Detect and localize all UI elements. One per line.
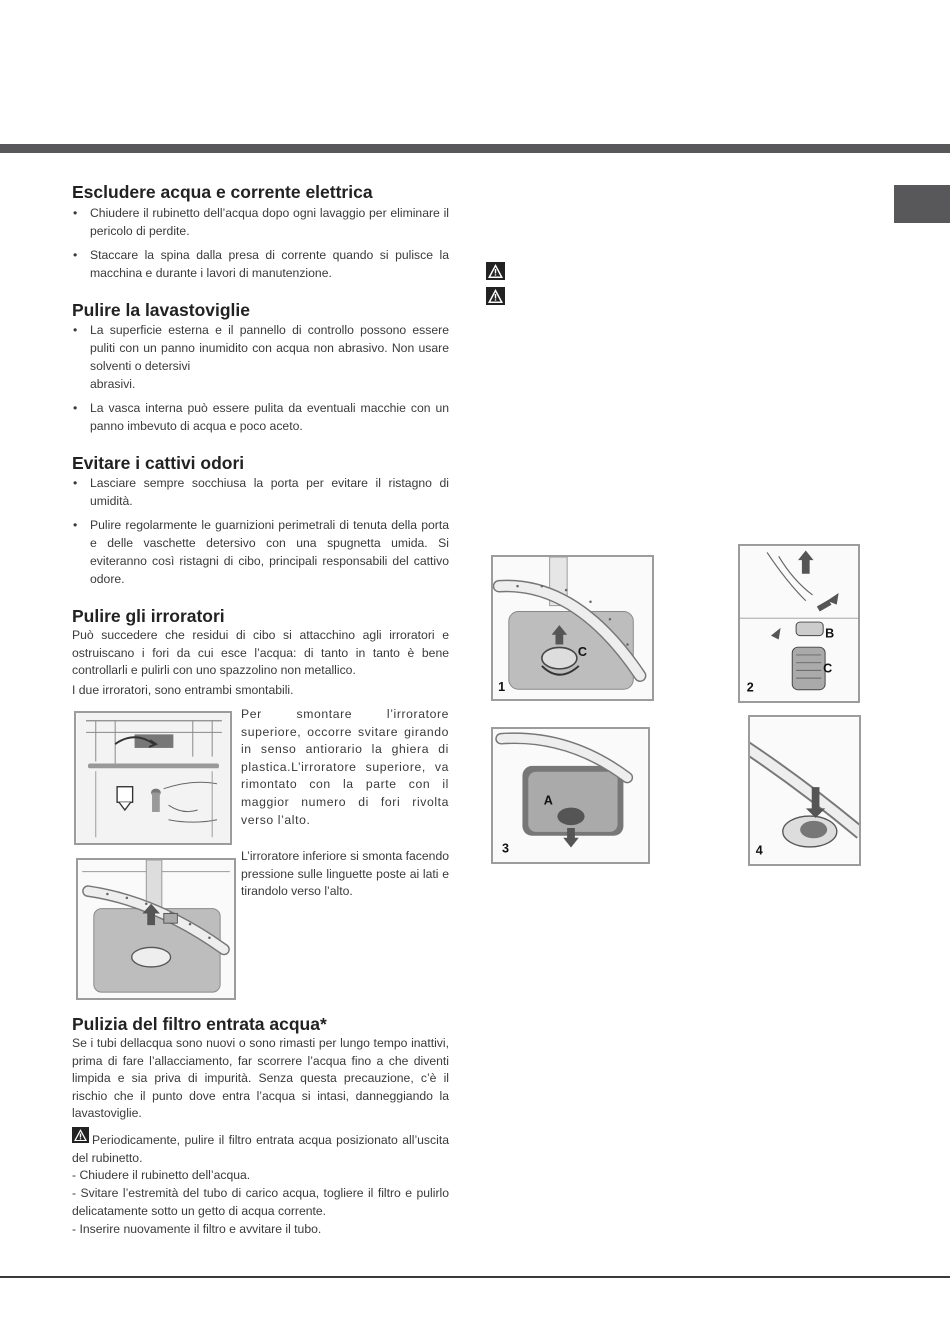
figure-label: B [825, 626, 835, 641]
paragraph-warning: Periodicamente, pulire il filtro entrata acqua posizionato all’uscita del rubinetto. [72, 1133, 449, 1165]
figure-number: 3 [502, 841, 510, 856]
paragraph-lower-sprayer: L’irroratore inferiore si smonta facendo pressione sulle linguette poste ai lati e tirandolo verso l’alto. [241, 849, 449, 899]
step-2: - Svitare l’estremità del tubo di carico acqua, togliere il filtro e pulirlo delicatamente sotto un getto di acqua corrente. [72, 1186, 449, 1218]
top-bar [0, 144, 950, 153]
heading-pulire-lavastoviglie: Pulire la lavastoviglie [72, 300, 250, 320]
figure-label: C [823, 661, 833, 676]
figure-label: C [577, 645, 587, 660]
warning-triangle-icon [486, 262, 505, 280]
list-item: • Lasciare sempre socchiusa la porta per evitare il ristagno di umidità. [72, 474, 449, 510]
filter-figure-1 [491, 555, 654, 701]
filter-figure-4 [748, 715, 861, 866]
heading-escludere: Escludere acqua e corrente elettrica [72, 182, 373, 202]
list-item: • La vasca interna può essere pulita da eventuali macchie con un panno imbevuto di acqua e poco aceto. [72, 399, 449, 435]
bottom-rule [0, 1276, 950, 1278]
figure-number: 4 [755, 843, 763, 858]
lower-sprayer-figure [76, 858, 236, 1000]
paragraph: I due irroratori, sono entrambi smontabili. [72, 683, 294, 697]
figure-label: A [543, 793, 553, 808]
upper-sprayer-figure [74, 711, 232, 845]
heading-cattivi-odori: Evitare i cattivi odori [72, 453, 245, 473]
heading-filtro-entrata: Pulizia del filtro entrata acqua* [72, 1014, 327, 1034]
heading-irroratori: Pulire gli irroratori [72, 606, 225, 626]
paragraph: Se i tubi dellacqua sono nuovi o sono rimasti per lungo tempo inattivi, prima di fare l’allacciamento, far scorrere l’acqua fino a che diventi limpida e sia priva di impurità. Senza questa precauzione, c’è il rischio che il punto dove entra l’acqua si intasi, danneggiando la lavastoviglie. [72, 1036, 449, 1121]
figure-number: 1 [498, 680, 506, 695]
filter-figure-2 [738, 544, 860, 703]
filter-figure-3 [491, 727, 650, 864]
paragraph: Può succedere che residui di cibo si attacchino agli irroratori e ostruiscano i fori da cui esce l’acqua: di tanto in tanto è bene controllarli e pulirli con uno spazzolino non metallico. [72, 628, 449, 678]
paragraph-upper-sprayer: Per smontare l’irroratore superiore, occorre svitare girando in senso antiorario la ghiera di plastica.L’irroratore superiore, va rimontato con la parte con il maggior numero di fori rivolta verso l’alto. [241, 707, 449, 827]
section-tab [894, 185, 950, 223]
step-1: - Chiudere il rubinetto dell’acqua. [72, 1168, 251, 1182]
list-item: • Pulire regolarmente le guarnizioni perimetrali di tenuta della porta e delle vaschette detersivo con una spugnetta umida. Si eviteranno così ristagni di cibo, principali responsabili del cattivo odore. [72, 516, 449, 588]
list-item: • Staccare la spina dalla presa di corrente quando si pulisce la macchina e durante i lavori di manutenzione. [72, 246, 449, 282]
figure-number: 2 [746, 680, 754, 695]
step-3: - Inserire nuovamente il filtro e avvitare il tubo. [72, 1222, 322, 1236]
list-item: • Chiudere il rubinetto dell’acqua dopo ogni lavaggio per eliminare il pericolo di perdite. [72, 204, 449, 240]
list-item: • La superficie esterna e il pannello di controllo possono essere puliti con un panno inumidito con acqua non abrasivo. Non usare solventi o detersivi [72, 321, 449, 375]
list-pulire-lavastoviglie [72, 321, 449, 441]
list-escludere [72, 204, 449, 288]
list-cattivi-odori [72, 474, 449, 594]
list-item-continuation: abrasivi. [90, 377, 136, 391]
warning-triangle-icon [486, 287, 505, 305]
